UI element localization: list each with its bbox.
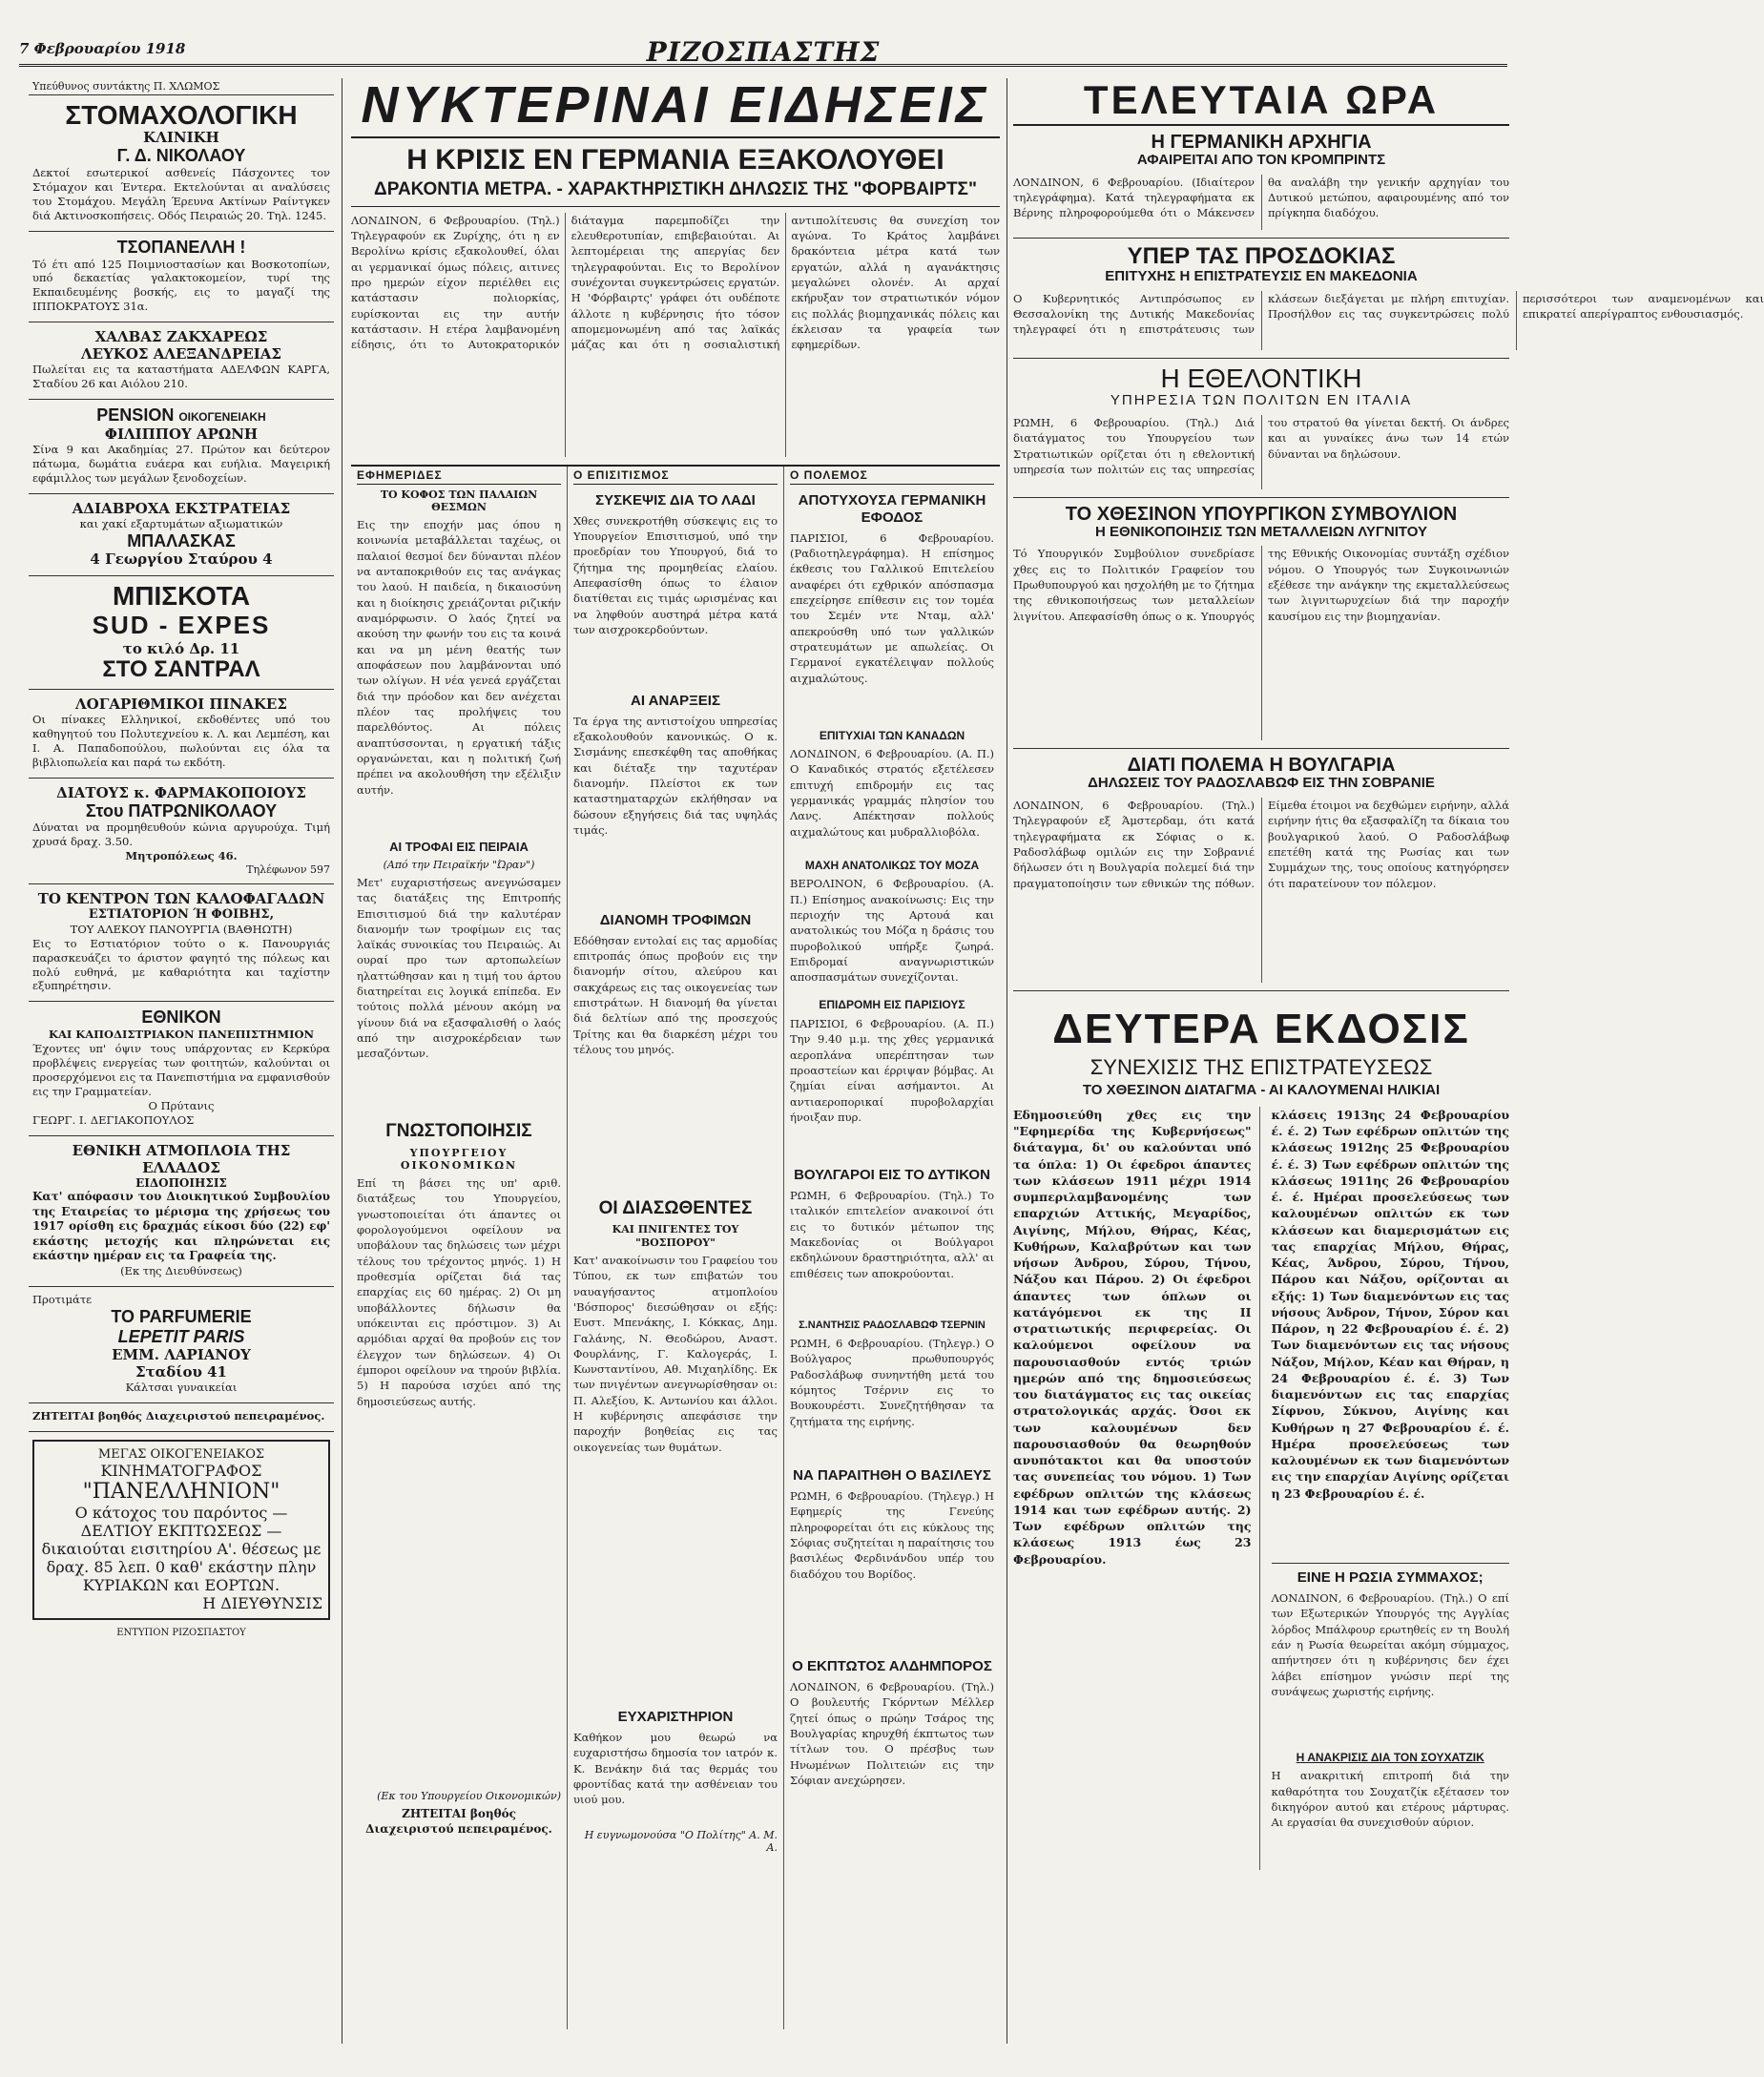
article-body: Ο Κυβερνητικός Αντιπρόσωπος εν Θεσσαλονίκη της Δυτικής Μακεδονίας τηλεγραφεί ότι η επιστράτευσις των κλάσεων διεξάγεται με πλήρη επιτυχίαν. Προσήλθον εις τας συγκεντρώσεις πολύ περισσότεροι των αναμενομένων και επικρατεί απερίγραπτος ενθουσιασμός. bbox=[1013, 291, 1764, 337]
ad-where: ΣΤΟ ΣΑΝΤΡΑΛ bbox=[102, 655, 260, 682]
ad-pre: Προτιμάτε bbox=[32, 1292, 93, 1306]
ad-body: Κατ' απόφασιν του Διοικητικού Συμβουλίου της Εταιρείας το μέρισμα της χρήσεως του 1917 ορίσθη εις δραχμάς είκοσι δύο (22) εφ' εκάστης μετοχής και πληρώνεται εις εκάστην ημέραν εις τα Γραφεία της. bbox=[32, 1190, 330, 1263]
article-body: Καθήκον μου θεωρώ να ευχαριστήσω δημοσία τον ιατρόν κ. Κ. Βενάκην διά τας θερμάς του φροντίδας κατά την ασθένειαν του υιού μου. bbox=[573, 1730, 778, 1807]
article-body: ΛΟΝΔΙΝΟΝ, 6 Φεβρουαρίου. (Τηλ.) Ο βουλευτής Γκόρντων Μέλλερ ζητεί όπως ο πρώην Τσάρος της Βουλγαρίας κηρυχθή έκπτωτος των τίτλων του. Ο πρέσβυς των Ηνωμένων Πολιτειών εις την Σόφιαν ανεχώρησεν. bbox=[790, 1680, 994, 1788]
ad-sub: ΚΙΝΗΜΑΤΟΓΡΑΦΟΣ bbox=[100, 1462, 262, 1481]
ad-tag: Κάλτσαι γυναικείαι bbox=[125, 1381, 238, 1395]
ad-phone: Τηλέφωνον 597 bbox=[246, 863, 330, 877]
ad-subtitle: ΚΛΙΝΙΚΗ bbox=[143, 129, 219, 147]
ad-title: ΤΣΟΠΑΝΕΛΛΗ ! bbox=[116, 237, 246, 257]
article-body: ΡΩΜΗ, 6 Φεβρουαρίου. (Τηλεγρ.) Η Εφημερίς της Γενεύης πληροφορείται ότι εις κύκλους της Σόφιας συζητείται η παραίτησις του βασιλέως Φερδινάνδου υπέρ του διαδόχου του Βορίδος. bbox=[790, 1489, 994, 1581]
ad-subtitle: Στου ΠΑΤΡΩΝΙΚΟΛΑΟΥ bbox=[85, 800, 278, 820]
ad-brand: SUD - EXPES bbox=[92, 610, 271, 639]
printer-credit: ΕΝΤΥΠΟΝ ΡΙΖΟΣΠΑΣΤΟΥ bbox=[116, 1628, 246, 1639]
ad-raincoats bbox=[29, 494, 334, 577]
ad-address: 4 Γεωργίου Σταύρου 4 bbox=[90, 550, 273, 569]
article-cabinet bbox=[1013, 498, 1509, 750]
article-title: ΥΠΕΡ ΤΑΣ ΠΡΟΣΔΟΚΙΑΣ bbox=[1127, 242, 1396, 269]
masthead bbox=[19, 38, 1507, 67]
article-bulgaria bbox=[1013, 749, 1509, 991]
center-column bbox=[351, 78, 1000, 2044]
ad-body: Πωλείται εις τα καταστήματα ΑΔΕΛΦΩΝ ΚΑΡΓΑ, Σταδίου 26 και Αιόλου 210. bbox=[32, 363, 330, 391]
article-title: ΑΠΟΤΥΧΟΥΣΑ ΓΕΡΜΑΝΙΚΗ ΕΦΟΔΟΣ bbox=[798, 491, 986, 526]
issue-date: 7 Φεβρουαρίου 1918 bbox=[19, 40, 186, 57]
main-headline: ΝΥΚΤΕΡΙΝΑΙ ΕΙΔΗΣΕΙΣ bbox=[351, 78, 1000, 138]
ad-doctor: Γ. Δ. ΝΙΚΟΛΑΟΥ bbox=[116, 146, 246, 166]
feuilleton-column bbox=[351, 467, 568, 2029]
article-body: Εδόθησαν εντολαί εις τας αρμοδίας επιτροπάς όπως προβούν εις την διανομήν σίτου, αλεύρου και σακχάρεως εις τας οικογενείας των επιστράτων. Η διανομή θα γίνεται διά δελτίων από της προσεχούς Τρίτης και θα διαρκέση μέχρι του τέλους του μηνός. bbox=[573, 933, 778, 1056]
ad-title-main: PENSION bbox=[96, 405, 175, 426]
lead-article-body: ΛΟΝΔΙΝΟΝ, 6 Φεβρουαρίου. (Τηλ.) Τηλεγραφούν εκ Ζυρίχης, ότι η εν Βερολίνω κρίσις εξακολουθεί, όλαι αι γερμανικαί όμως πόλεις, αιτινες προ ημερών είχον περιέλθει εις κατάστασιν πολιορκίας, ευρίσκονται εις την αυτήν κατάστασιν. Η ετέρα λαμβανομένη είδησις, ότι το Αυτοκρατορικόν διάταγμα παρεμποδίζει την ελευθεροτυπίαν, επιβεβαιούται. Αι λεπτομέρειαι της απεργίας δεν τηλεγραφούνται. Εις το Βερολίνον συνέχονται συγκεντρώσεις εργατών. Η 'Φόρβαιρτς' γράφει ότι ουδέποτε άλλοτε η κυβέρνησις ήτο τόσον απομεμονωμένη από τας λαϊκάς μάζας και ότι η σοσιαλιστική αντιπολίτευσις θα συνεχίση τον αγώνα. Το Κράτος λαμβάνει δρακόντεια μέτρα κατά των εργατών, αλλά η αγανάκτησις μεγαλώνει ολονέν. Αι αρχαί εκήρυξαν τον στρατιωτικόν νόμον εις πολλάς βιομηχανικάς πόλεις και έκλεισαν τα γραφεία των εφημερίδων. bbox=[351, 213, 1000, 352]
article-body: Μετ' ευχαριστήσεως ανεγνώσαμεν τας διατάξεις της Επιτροπής Επισιτισμού διά την καλυτέραν διανομήν των τροφίμων εις τας λαϊκάς συνοικίας του Πειραιώς. Αι ουραί προ των αρτοπωλείων ηλαττώθησαν και η τιμή του άρτου διατηρείται εις λογικά επίπεδα. Εν τούτοις πολλά μένουν ακόμη να γίνουν διά να εξασφαλισθή ο λαός από την αισχροκέρδειαν των μεσαζόντων. bbox=[357, 875, 561, 1061]
article-body: Εις την εποχήν μας όπου η κοινωνία μεταβάλλεται ταχέως, οι παλαιοί θεσμοί δεν δύνανται πλέον να ανταποκριθούν εις τας ανάγκας του λαού. Η παιδεία, η δικαιοσύνη και η διοίκησις χρειάζονται ριζικήν αναμόρφωσιν. Ο λαός ζητεί να ακούση την φωνήν του εις τα κοινά και να μη μένη θεατής των αποφάσεων που λαμβάνονται υπό των ολίγων. Η νέα γενεά εργάζεται διά την πρόοδον και δεν ανέχεται πλέον τας προλήψεις του παρελθόντος. Αι πόλεις αναπτύσσονται, η εργατική τάξις οργανώνεται, και η πολιτική ζωή πρέπει να ακολουθήση την εξέλιξιν αυτήν. bbox=[357, 518, 561, 797]
article-title: ΣΥΣΚΕΨΙΣ ΔΙΑ ΤΟ ΛΑΔΙ bbox=[595, 491, 756, 509]
article-body: ΛΟΝΔΙΝΟΝ, 6 Φεβρουαρίου. (Α. Π.) Ο Καναδικός στρατός εξετέλεσεν επιτυχή επιδρομήν εις τας γερμανικάς γραμμάς πλησίον του Λανς. Απέκτησαν πολλούς αιχμαλώτους και μυδραλλιοβόλα. bbox=[790, 747, 994, 839]
ad-sign: (Εκ της Διευθύνσεως) bbox=[120, 1263, 242, 1277]
ad-sign: Η ΔΙΕΥΘΥΝΣΙΣ bbox=[202, 1594, 322, 1613]
ad-ledgers bbox=[29, 690, 334, 779]
ad-owner: ΕΜΜ. ΛΑΡΙΑΝΟΥ bbox=[112, 1346, 251, 1364]
ad-owner: ΦΙΛΙΠΠΟΥ ΑΡΩΝΗ bbox=[104, 425, 259, 443]
ad-tsopanelli bbox=[29, 232, 334, 322]
ad-title: ΑΔΙΑΒΡΟΧΑ ΕΚΣΤΡΑΤΕΙΑΣ bbox=[72, 499, 291, 517]
article-title: Ο ΕΚΠΤΩΤΟΣ ΑΛΔΗΜΠΟΡΟΣ bbox=[792, 1658, 992, 1675]
ad-pension bbox=[29, 400, 334, 494]
section-rubric: ΕΦΗΜΕΡΙΔΕΣ bbox=[357, 467, 561, 485]
ad-sign-name: ΓΕΩΡΓ. Ι. ΔΕΓΙΑΚΟΠΟΥΛΟΣ bbox=[32, 1112, 195, 1127]
article-subtitle: Η ΕΘΝΙΚΟΠΟΙΗΣΙΣ ΤΩΝ ΜΕΤΑΛΛΕΙΩΝ ΛΥΓΝΙΤΟΥ bbox=[1094, 523, 1428, 540]
article-title: ΝΑ ΠΑΡΑΙΤΗΘΗ Ο ΒΑΣΙΛΕΥΣ bbox=[793, 1467, 991, 1485]
second-edition-body bbox=[1013, 1107, 1509, 1870]
article-body: ΛΟΝΔΙΝΟΝ, 6 Φεβρουαρίου. (Τηλ.) Ο επί των Εξωτερικών Υπουργός της Αγγλίας λόρδος Μπάλφουρ ερωτηθείς εν τη Βουλή εάν η Ρωσία θεωρείται ακόμη σύμμαχος, απήντησεν ότι η κυβέρνησις δεν έχει λάβει επίσημον γνώσιν περί της συνάψεως χωριστής ειρήνης. bbox=[1271, 1590, 1509, 1698]
ad-pre: ΜΕΓΑΣ ΟΙΚΟΓΕΝΕΙΑΚΟΣ bbox=[97, 1447, 265, 1463]
article-body: ΡΩΜΗ, 6 Φεβρουαρίου. (Τηλεγρ.) Ο Βούλγαρος πρωθυπουργός Ραδοσλάβωφ συνηντήθη μετά του κόμητος Τσέρνιν εις το Βουκουρέστι. Συνεζητήθησαν τα ζητήματα της ειρήνης. bbox=[790, 1337, 994, 1428]
article-subtitle: ΤΟ ΧΘΕΣΙΝΟΝ ΔΙΑΤΑΓΜΑ - ΑΙ ΚΑΛΟΥΜΕΝΑΙ ΗΛΙΚΙΑΙ bbox=[1082, 1082, 1441, 1099]
article-title: ΕΥΧΑΡΙΣΤΗΡΙΟΝ bbox=[617, 1708, 734, 1725]
article-german-command bbox=[1013, 126, 1509, 239]
article-title: ΑΙ ΑΝΑΡΞΕΙΣ bbox=[631, 692, 720, 709]
ad-title: ΜΠΙΣΚΟΤΑ bbox=[112, 581, 251, 612]
ad-clinic bbox=[29, 95, 334, 232]
ad-subtitle: ΚΑΙ ΚΑΠΟΔΙΣΤΡΙΑΚΟΝ ΠΑΝΕΠΙΣΤΗΜΙΟΝ bbox=[48, 1028, 315, 1042]
article-body: Κατ' ανακοίνωσιν του Γραφείου του Τύπου, εκ των επιβατών του ναυαγήσαντος ατμοπλοίου 'Βόσπορος' διεσώθησαν οι εξής: Ευστ. Μπενάκης, Ι. Κόκκας, Δημ. Γαλάνης, Ν. Θεοδώρου, Αναστ. Φουρλάνης, Γ. Καλογεράς, Ι. Κωνσταντίνου, Αθ. Μιχαηλίδης. Εκ των πνιγέντων ανεγνωρίσθησαν οι: Π. Αλεξίου, Κ. Αντωνίου και άλλοι. Η κυβέρνησις απεφάσισε την παροχήν βοηθείας εις τας οικογενείας των θυμάτων. bbox=[573, 1253, 778, 1454]
ad-tag: ΟΙΚΟΓΕΝΕΙΑΚΗ bbox=[178, 410, 266, 425]
article-title: Η ΑΝΑΚΡΙΣΙΣ ΔΙΑ ΤΟΝ ΣΟΥΧΑΤΖΙΚ bbox=[1296, 1750, 1484, 1764]
ad-title: ΕΘΝΙΚΟΝ bbox=[141, 1007, 221, 1028]
article-title: ΜΑΧΗ ΑΝΑΤΟΛΙΚΩΣ ΤΟΥ ΜΟΖΑ bbox=[804, 859, 980, 873]
ad-title: "ΠΑΝΕΛΛΗΝΙΟΝ" bbox=[82, 1480, 280, 1505]
ad-body: Ο κάτοχος του παρόντος — ΔΕΛΤΙΟΥ ΕΚΠΤΩΣΕΩΣ — δικαιούται εισιτηρίου Α'. θέσεως με δραχ. 85 λεπ. 0 καθ' εκάστην πλην ΚΥΡΙΑΚΩΝ και ΕΟΡΤΩΝ. bbox=[41, 1504, 322, 1595]
ad-halva bbox=[29, 322, 334, 400]
article-body: ΛΟΝΔΙΝΟΝ, 6 Φεβρουαρίου. (Ιδιαίτερον τηλεγράφημα). Κατά τηλεγραφήματα εκ Βέρνης πληροφορούμεθα ότι ο Μάκενσεν θα αναλάβη την γενικήν αρχηγίαν του Δυτικού μετώπου, αφαιρουμένης από τον πρίγκηπα διαδόχου. bbox=[1013, 175, 1509, 220]
article-body: κλάσεις 1913ης 24 Φεβρουαρίου έ. έ. 2) Των εφέδρων οπλιτών της κλάσεως 1912ης 25 Φεβρουαρίου έ. έ. 3) Των εφέδρων οπλιτών της κλάσεως 1911ης 26 Φεβρουαρίου έ. έ. Ημέραι προσελεύσεως των καλουμένων οπλιτών εκ των κλάσεων και διαμερισμάτων εις τας επαρχίας Μήλου, Θήρας, Κέας, Άνδρου, Σύρου, Τήνου, Πάρου και Νάξου, ορίζονται αι εξής: 1) Των διαμενόντων εις τας νήσους Άνδρον, Τήνον, Σύρον και Πάρον, η 22 Φεβρουαρίου έ. έ. 2) Των διαμενόντων εις τας νήσους Νάξον, Μήλον, Κέαν και Θήραν, η 24 Φεβρουαρίου έ. έ. 3) Των διαμενόντων εις τας επαρχίας Σίφνου, Σύκνου, Αιγίνης και Κυθήρων η 27 Φεβρουαρίου έ. έ. Ημέρα προσελεύσεως των καλουμένων εκ των διαμενόντων εις την επαρχίαν Αιγίνης ορίζεται η 23 Φεβρουαρίου έ. έ. bbox=[1271, 1107, 1509, 1501]
article-body: Η ανακριτική επιτροπή διά την καθαρότητα του Σουχατζίκ εξέτασεν τον δικηγόρον αυτού και ετέρους μάρτυρας. Αι εργασίαι θα συνεχισθούν αύριον. bbox=[1271, 1769, 1509, 1830]
ad-owner: ΤΟΥ ΑΛΕΚΟΥ ΠΑΝΟΥΡΓΙΑ (ΒΑΘΗΩΤΗ) bbox=[70, 922, 293, 936]
article-title: Σ.ΝΑΝΤΗΣΙΣ ΡΑΔΟΣΛΑΒΩΦ ΤΣΕΡΝΙΝ bbox=[799, 1319, 986, 1331]
article-title: ΕΠΙΤΥΧΙΑΙ ΤΩΝ ΚΑΝΑΔΩΝ bbox=[819, 728, 965, 742]
article-body: ΒΕΡΟΛΙΝΟΝ, 6 Φεβρουαρίου. (Α. Π.) Επίσημος ανακοίνωσις: Εις την περιοχήν της Αρτουά και ανατολικώς του Μόζα η δράσις του πυροβολικού υπήρξε ζωηρά. Επιδρομαί αναγνωριστικών αποσπασμάτων συνεχίζονται. bbox=[790, 877, 994, 985]
center-sections bbox=[351, 465, 1000, 2029]
article-body: Τό Υπουργικόν Συμβούλιον συνεδρίασε χθες εις το Πολιτικόν Γραφείον του Πρωθυπουργού και ησχολήθη με το ζήτημα της εθνικοποιήσεως των μεταλλείων λιγνίτου. Απεφασίσθη όπως ο κ. Υπουργός της Εθνικής Οικονομίας συντάξη σχέδιον νόμου. Ο Υπουργός των Συγκοινωνιών εξέθεσε την ανάγκην της εκμεταλλεύσεως των λιγνιτωρυχείων διά την παροχήν καυσίμου εις την βιομηχανίαν. bbox=[1013, 547, 1509, 623]
article-body: Χθες συνεκροτήθη σύσκεψις εις το Υπουργείον Επισιτισμού, υπό την προεδρίαν του Υπουργού, διά το ζήτημα της προμηθείας ελαίου. Απεφασίσθη όπως το έλαιον διατίθεται εις τιμάς ωρισμένας και να ληφθούν αυστηρά μέτρα κατά των αισχροκερδούντων. bbox=[573, 513, 778, 636]
last-hour-headline: ΤΕΛΕΥΤΑΙΑ ΩΡΑ bbox=[1013, 78, 1509, 126]
ads-column bbox=[29, 78, 334, 2044]
article-subtitle: ΚΑΙ ΠΝΙΓΕΝΤΕΣ ΤΟΥ "ΒΟΣΠΟΡΟΥ" bbox=[612, 1223, 739, 1249]
ad-address: Μητροπόλεως 46. bbox=[125, 849, 238, 863]
ad-sign: Ο Πρύτανις bbox=[148, 1098, 215, 1112]
article-subtitle: ΥΠΗΡΕΣΙΑ ΤΩΝ ΠΟΛΙΤΩΝ ΕΝ ΙΤΑΛΙΑ bbox=[1110, 392, 1413, 409]
article-subtitle: ΥΠΟΥΡΓΕΙΟΥ ΟΙΚΟΝΟΜΙΚΩΝ bbox=[400, 1146, 518, 1172]
ad-address: Σταδίου 41 bbox=[135, 1363, 227, 1381]
ad-title: ΔΙΑΤΟΥΣ κ. ΦΑΡΜΑΚΟΠΟΙΟΥΣ bbox=[56, 783, 306, 801]
ad-cinema bbox=[32, 1440, 330, 1620]
ad-body: Έχοντες υπ' όψιν τους υπάρχοντας εν Κερκύρα προβλέψεις ενεργείας των φοιτητών, καλούνται οι προσερχόμενοι εις τα Πανεπιστήμια να εμφανισθούν εις την Γραμματείαν. bbox=[32, 1042, 330, 1098]
ad-subtitle: ΕΣΤΙΑΤΟΡΙΟΝ Ή ΦΟΙΒΗΣ, bbox=[88, 907, 275, 923]
ad-body: Δύναται να προμηθευθούν κώνια αργυρούχα. Τιμή χρυσά δραχ. 3.50. bbox=[32, 820, 330, 849]
article-sign: Η ευγνωμονούσα "Ο Πολίτης" Α. Μ. Α. bbox=[584, 1828, 778, 1854]
article-title: ΔΙΑΤΙ ΠΟΛΕΜΑ Η ΒΟΥΛΓΑΡΙΑ bbox=[1127, 755, 1396, 777]
ad-perfume bbox=[29, 1287, 334, 1403]
article-second-edition bbox=[1013, 991, 1509, 1878]
ad-shipping bbox=[29, 1136, 334, 1287]
newspaper-title: ΡΙΖΟΣΠΑΣΤΗΣ bbox=[646, 36, 881, 68]
ad-title: ΤΟ ΚΕΝΤΡΟΝ ΤΩΝ ΚΑΛΟΦΑΓΑΔΩΝ bbox=[37, 890, 325, 908]
ad-restaurant bbox=[29, 884, 334, 1002]
section-rubric: Ο ΠΟΛΕΜΟΣ bbox=[790, 467, 994, 485]
article-title: ΑΙ ΤΡΟΦΑΙ ΕΙΣ ΠΕΙΡΑΙΑ bbox=[389, 840, 529, 855]
section-rubric: Ο ΕΠΙΣΙΤΙΣΜΟΣ bbox=[573, 467, 778, 485]
article-title: Η ΓΕΡΜΑΝΙΚΗ ΑΡΧΗΓΙΑ bbox=[1151, 132, 1372, 154]
ad-subtitle: και χακί εξαρτυμάτων αξιωματικών bbox=[79, 516, 283, 530]
ad-biscuits bbox=[29, 576, 334, 690]
editor-credit: Υπεύθυνος συντάκτης Π. ΧΛΩΜΟΣ bbox=[29, 78, 334, 95]
second-edition-headline: ΔΕΥΤΕΡΑ ΕΚΔΟΣΙΣ bbox=[1052, 1005, 1470, 1052]
ad-title: ΣΤΟΜΑΧΟΛΟΓΙΚΗ bbox=[65, 100, 298, 130]
article-sign: (Εκ του Υπουργείου Οικονομικών) bbox=[377, 1790, 561, 1803]
ad-body: Δεκτοί εσωτερικοί ασθενείς Πάσχοντες τον Στόμαχον και Έντερα. Εκτελούνται αι αναλύσεις του Στομάχου. Μεγάλη Έρευνα Ακτίνων Ραίντγκεν διά Ακτινοσκοπήσεις. Οδός Πειραιώς 20. Τηλ. 1245. bbox=[32, 166, 330, 222]
article-subtitle: (Από την Πειραϊκήν "Ώραν") bbox=[383, 858, 535, 871]
ad-price: το κιλό Δρ. 11 bbox=[122, 639, 240, 657]
article-body: ΠΑΡΙΣΙΟΙ, 6 Φεβρουαρίου. (Α. Π.) Την 9.40 μ.μ. της χθες γερμανικά αεροπλάνα υπερέπτησαν των προαστείων και έρριψαν βόμβας. Αι ζημίαι είναι ασήμαντοι. Αι αντιαεροπορικαί πυροβολαρχίαι ήνοιξαν πυρ. bbox=[790, 1016, 994, 1124]
wanted-notice: ΖΗΤΕΙΤΑΙ βοηθός Διαχειριστού πεπειραμένος. bbox=[365, 1807, 552, 1837]
article-volunteer bbox=[1013, 359, 1509, 498]
article-title: ΤΟ ΧΘΕΣΙΝΟΝ ΥΠΟΥΡΓΙΚΟΝ ΣΥΜΒΟΥΛΙΟΝ bbox=[1065, 503, 1458, 525]
article-subtitle: ΕΠΙΤΥΧΗΣ Η ΕΠΙΣΤΡΑΤΕΥΣΙΣ ΕΝ ΜΑΚΕΔΟΝΙΑ bbox=[1105, 268, 1418, 285]
article-mobilization bbox=[1013, 239, 1764, 359]
supply-column bbox=[568, 467, 784, 2029]
ad-body: Σίνα 9 και Ακαδημίας 27. Πρώτον και δεύτερον πάτωμα, δωμάτια ευάερα και ευήλια. Μαγειρική εφάμιλλος των μεγάλων ξενοδοχείων. bbox=[32, 442, 330, 485]
ad-title: ΛΟΓΑΡΙΘΜΙΚΟΙ ΠΙΝΑΚΕΣ bbox=[75, 695, 287, 713]
ad-wanted bbox=[29, 1403, 334, 1432]
article-title: ΟΙ ΔΙΑΣΩΘΕΝΤΕΣ bbox=[598, 1197, 753, 1218]
article-body: Επί τη βάσει της υπ' αριθ. διατάξεως του Υπουργείου, γνωστοποιείται ότι άπαντες οι φορολογούμενοι οφείλουν να υποβάλουν τας δηλώσεις των μέχρι τέλους του τρέχοντος μηνός. 1) Η προθεσμία ορίζεται διά τας επαρχίας εις 60 ημέρας. 2) Οι μη υποβάλλοντες δήλωσιν θα υπόκεινται εις πρόστιμον. 3) Αι αρμόδιαι αρχαί θα προβούν εις τον έλεγχον των δηλώσεων. 4) Οι έμποροι οφείλουν να τηρούν βιβλία. 5) Η παρούσα ισχύει από της δημοσιεύσεως αυτής. bbox=[357, 1176, 561, 1408]
ad-title: ΕΘΝΙΚΗ ΑΤΜΟΠΛΟΙΑ ΤΗΣ ΕΛΛΑΔΟΣ bbox=[72, 1141, 291, 1176]
article-body: Εδημοσιεύθη χθες εις την "Εφημερίδα της Κυβερνήσεως" διάταγμα, δι' ου καλούνται υπό τα όπλα: 1) Οι έφεδροι άπαντες των κλάσεων 1911 μέχρι 1914 συμπεριλαμβανομένης των επαρχιών Αττικής, Μεγαρίδος, Αιγίνης, Μήλου, Θήρας, Κέας, Κυθήρων, Καλαβρύτων και των νήσων Άνδρου, Σύρου, Τήνου, Νάξου και Πάρου. 2) Οι έφεδροι άπαντες των όπλων οι κατάγόμενοι εκ της ΙΙ στρατιωτικής περιφερείας. Οι καλούμενοι οφείλουν να παρουσιασθούν εντός τριών ημερών από της δημοσιεύσεως του διατάγματος εις τας οικείας στρατολογικάς αρχάς. Όσοι εκ των καλουμένων δεν παρουσιασθούν θα θεωρηθούν ανυπότακτοι και θα υποστούν τας συνεπείας του νόμου. 1) Των εφέδρων οπλιτών της κλάσεως 1914 και των εφέδρων αυτής. 2) Των εφέδρων οπλιτών της κλάσεως 1913 έως 23 Φεβρουαρίου. bbox=[1013, 1107, 1260, 1870]
ad-brand: LEPETIT PARIS bbox=[117, 1326, 245, 1346]
ad-title: ΤΟ PARFUMERIE bbox=[111, 1306, 252, 1326]
war-column bbox=[784, 467, 1000, 2029]
article-body: ΠΑΡΙΣΙΟΙ, 6 Φεβρουαρίου. (Ραδιοτηλεγράφημα). Η επίσημος έκθεσις του Γαλλικού Επιτελείου αναφέρει ότι εχθρικόν απόσπασμα επεχείρησε επίθεσιν εις τον τομέα του Σεμέν ντε Νταμ, αλλ' απεκρούσθη υπό των γαλλικών στρατευμάτων με απωλείας. Οι Γερμανοί εγκατέλειψαν πολλούς αιχμαλώτους. bbox=[790, 530, 994, 685]
article-title: ΣΥΝΕΧΙΣΙΣ ΤΗΣ ΕΠΙΣΤΡΑΤΕΥΣΕΩΣ bbox=[1090, 1055, 1433, 1080]
article-title: ΔΙΑΝΟΜΗ ΤΡΟΦΙΜΩΝ bbox=[599, 911, 752, 928]
ad-university bbox=[29, 1002, 334, 1135]
second-edition-right bbox=[1272, 1107, 1510, 1870]
ad-title bbox=[32, 405, 330, 426]
article-title: ΓΝΩΣΤΟΠΟΙΗΣΙΣ bbox=[385, 1120, 532, 1141]
ad-subtitle: ΕΙΔΟΠΟΙΗΣΙΣ bbox=[135, 1175, 227, 1190]
ad-title: ΧΑΛΒΑΣ ΖΑΚΧΑΡΕΩΣ bbox=[94, 328, 268, 346]
article-subtitle: ΑΦΑΙΡΕΙΤΑΙ ΑΠΟ ΤΟΝ ΚΡΟΜΠΡΙΝΤΣ bbox=[1136, 152, 1386, 169]
article-body: ΡΩΜΗ, 6 Φεβρουαρίου. (Τηλ.) Το ιταλικόν επιτελείον ανακοινοί ότι εις το δυτικόν μέτωπον της Μακεδονίας οι Βούλγαροι εκδηλώνουν δραστηριότητα, αλλ' αι επιθέσεις των αποκρούονται. bbox=[790, 1188, 994, 1280]
ad-body: Εις το Εστιατόριον τούτο ο κ. Πανουργιάς παρασκευάζει το άριστον φαγητό της πόλεως και πολύ ευθηνά, με καθαριότητα και ταχίστην εξυπηρέτησιν. bbox=[32, 936, 330, 993]
article-title: ΕΠΙΔΡΟΜΗ ΕΙΣ ΠΑΡΙΣΙΟΥΣ bbox=[819, 998, 965, 1012]
ad-pharmacy bbox=[29, 779, 334, 885]
article-title: ΒΟΥΛΓΑΡΟΙ ΕΙΣ ΤΟ ΔΥΤΙΚΟΝ bbox=[794, 1166, 990, 1183]
ad-body: ΖΗΤΕΙΤΑΙ βοηθός Διαχειριστού πεπειραμένος. bbox=[32, 1409, 325, 1423]
article-body: ΛΟΝΔΙΝΟΝ, 6 Φεβρουαρίου. (Τηλ.) Τηλεγραφούν εξ Άμστερδαμ, ότι κατά τηλεγραφήματα εκ Σόφιας ο κ. Ραδοσλάβωφ ομιλών εις την Σοβρανιέ δήλωσεν ότι η Βουλγαρία πολεμεί διά την πραγματοποίησιν των εθνικών της πόθων. Είμεθα έτοιμοι να δεχθώμεν ειρήνην, αλλά ειρήνην ήτις θα εξασφαλίζη τα δίκαια του βουλγαρικού λαού. Ο Ραδοσλάβωφ επετέθη κατά της Ρωσίας και των Συμμάχων της, τους οποίους κατηγόρησεν ότι παρατείνουν τον πόλεμον. bbox=[1013, 798, 1509, 890]
ad-name: ΜΠΑΛΑΣΚΑΣ bbox=[127, 530, 236, 550]
ad-subtitle: ΛΕΥΚΟΣ ΑΛΕΞΑΝΔΡΕΙΑΣ bbox=[81, 345, 281, 363]
right-column bbox=[1013, 77, 1764, 2044]
ad-body: Οι πίνακες Ελληνικοί, εκδοθέντες υπό του καθηγητού του Πολυτεχνείου κ. Λ. και Λεμπέση, και Ι. Α. Παπαδοπούλου, πωλούνται εις όλα τα βιβλιοπωλεία και παρά τω εκδότη. bbox=[32, 712, 330, 769]
lead-subheadline: Η ΚΡΙΣΙΣ ΕΝ ΓΕΡΜΑΝΙΑ ΕΞΑΚΟΛΟΥΘΕΙ bbox=[406, 143, 944, 176]
article-subtitle: ΔΗΛΩΣΕΙΣ ΤΟΥ ΡΑΔΟΣΛΑΒΩΦ ΕΙΣ ΤΗΝ ΣΟΒΡΑΝΙΕ bbox=[1088, 775, 1435, 792]
article-title: ΤΟ ΚΟΦΟΣ ΤΩΝ ΠΑΛΑΙΩΝ ΘΕΣΜΩΝ bbox=[380, 488, 538, 513]
article-title: Η ΕΘΕΛΟΝΤΙΚΗ bbox=[1160, 363, 1362, 393]
article-body: ΡΩΜΗ, 6 Φεβρουαρίου. (Τηλ.) Διά διατάγματος του Υπουργείου των Στρατιωτικών ορίζεται ότι η εθελοντική υπηρεσία των πολιτών εις τας υπηρεσίας του στρατού θα γίνεται δεκτή. Οι άνδρες και αι γυναίκες άνω των 14 ετών δύνανται να δηλώσουν. bbox=[1013, 415, 1509, 476]
ad-body: Τό έτι από 125 Ποιμνιοστασίων και Βοσκοτοπίων, υπό δεκαετίας γαλακτοκομείον, τυρί της Εκπαιδευμένης βοσκής, εις το μαγαζί της ΙΠΠΟΚΡΑΤΟΥΣ 31α. bbox=[32, 257, 330, 314]
article-title: ΕΙΝΕ Η ΡΩΣΙΑ ΣΥΜΜΑΧΟΣ; bbox=[1272, 1563, 1510, 1587]
lead-deck: ΔΡΑΚΟΝΤΙΑ ΜΕΤΡΑ. - ΧΑΡΑΚΤΗΡΙΣΤΙΚΗ ΔΗΛΩΣΙΣ ΤΗΣ "ΦΟΡΒΑΙΡΤΣ" bbox=[351, 176, 1000, 207]
article-body: Τα έργα της αντιστοίχου υπηρεσίας εξακολουθούν κανονικώς. Ο κ. Σισμάνης επεσκέφθη τας αποθήκας και διέταξε την ταχυτέραν διανομήν. Πλείστοι εκ των καταστηματαρχών εκλήθησαν να δώσουν εξηγήσεις διά τας υψηλάς τιμάς. bbox=[573, 714, 778, 837]
